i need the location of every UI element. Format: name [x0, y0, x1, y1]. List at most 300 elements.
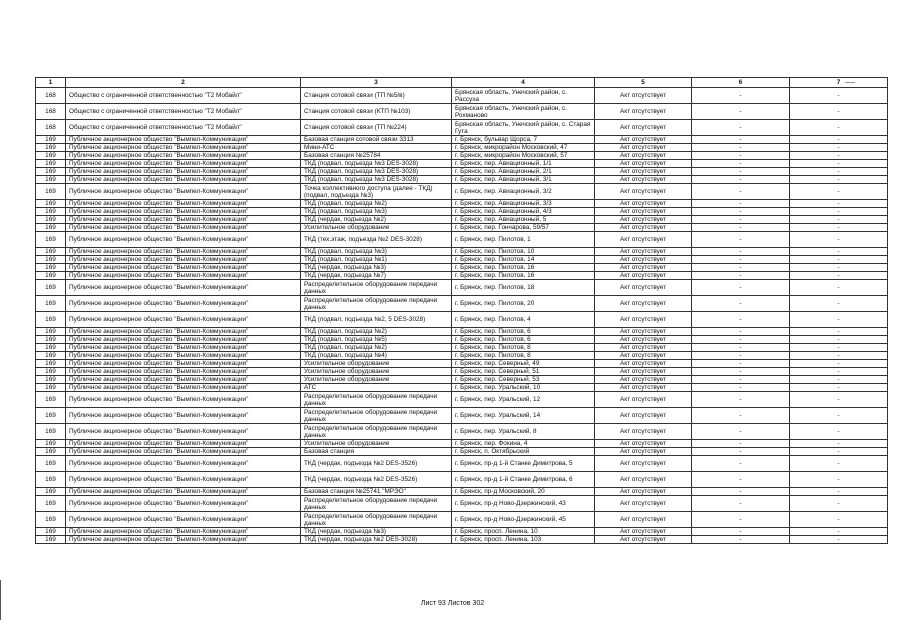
- object-address: г. Брянск, пер. Авиационный, 3/2: [452, 184, 595, 200]
- act-status: Акт отсутствует: [595, 232, 692, 248]
- column-7-value: -: [790, 272, 888, 280]
- table-row: [36, 88, 888, 104]
- organization-name: Публичное акционерное общество "Вымпел-Коммуникации": [66, 136, 301, 144]
- row-number: 169: [36, 264, 66, 272]
- column-header-2: 2: [66, 78, 301, 88]
- row-number: 169: [36, 392, 66, 408]
- table-row: [36, 104, 888, 120]
- object-address: г. Брянск, пер. Пилотов, 6: [452, 328, 595, 336]
- table-row: [36, 136, 888, 144]
- column-6-value: -: [692, 176, 790, 184]
- act-status: Акт отсутствует: [595, 408, 692, 424]
- row-number: 169: [36, 160, 66, 168]
- column-7-value: -: [790, 168, 888, 176]
- object-address: г. Брянск, пер. Пилотов, 8: [452, 344, 595, 352]
- table-row: [36, 232, 888, 248]
- column-7-value: -: [790, 120, 888, 136]
- act-status: Акт отсутствует: [595, 152, 692, 160]
- object-name: Усилительное оборудование: [301, 376, 452, 384]
- organization-name: Публичное акционерное общество "Вымпел-Коммуникации": [66, 376, 301, 384]
- organization-name: Публичное акционерное общество "Вымпел-Коммуникации": [66, 216, 301, 224]
- table-row: [36, 152, 888, 160]
- column-7-value: -: [790, 376, 888, 384]
- table-row: [36, 208, 888, 216]
- organization-name: Публичное акционерное общество "Вымпел-Коммуникации": [66, 280, 301, 296]
- column-7-value: -: [790, 224, 888, 232]
- column-header-3: 3: [301, 78, 452, 88]
- organization-name: Публичное акционерное общество "Вымпел-Коммуникации": [66, 336, 301, 344]
- table-row: [36, 120, 888, 136]
- column-7-value: -: [790, 232, 888, 248]
- act-status: Акт отсутствует: [595, 360, 692, 368]
- act-status: Акт отсутствует: [595, 424, 692, 440]
- object-name: ТКД (тех.этаж, подъезда №2 DES-3028): [301, 232, 452, 248]
- object-address: г. Брянск, пер. Пилотов, 6: [452, 336, 595, 344]
- object-name: Распределительное оборудование передачи данных: [301, 280, 452, 296]
- object-name: Усилительное оборудование: [301, 368, 452, 376]
- object-address: г. Брянск, пер. Северный, 51: [452, 368, 595, 376]
- object-name: ТКД (подвал, подъезда №2): [301, 328, 452, 336]
- column-6-value: -: [692, 208, 790, 216]
- organization-name: Публичное акционерное общество "Вымпел-Коммуникации": [66, 344, 301, 352]
- organization-name: Публичное акционерное общество "Вымпел-Коммуникации": [66, 200, 301, 208]
- object-name: ТКД (подвал, подъезда №3): [301, 208, 452, 216]
- column-6-value: -: [692, 448, 790, 456]
- table-row: [36, 224, 888, 232]
- object-address: г. Брянск, пер. Уральский, 12: [452, 392, 595, 408]
- column-header-7: 7: [790, 78, 888, 88]
- column-7-value: -: [790, 472, 888, 488]
- act-status: Акт отсутствует: [595, 280, 692, 296]
- row-number: 169: [36, 336, 66, 344]
- table-row: [36, 328, 888, 336]
- column-6-value: -: [692, 512, 790, 528]
- act-status: Акт отсутствует: [595, 224, 692, 232]
- act-status: Акт отсутствует: [595, 160, 692, 168]
- organization-name: Публичное акционерное общество "Вымпел-Коммуникации": [66, 176, 301, 184]
- table-row: [36, 160, 888, 168]
- object-name: ТКД (подвал, подъезда №5): [301, 336, 452, 344]
- row-number: 169: [36, 472, 66, 488]
- object-name: ТКД (подвал, подъезда №3 DES-3028): [301, 160, 452, 168]
- object-address: г. Брянск, пер. Авиационный, 5: [452, 216, 595, 224]
- act-status: Акт отсутствует: [595, 168, 692, 176]
- column-7-value: -: [790, 176, 888, 184]
- row-number: 169: [36, 536, 66, 544]
- object-address: г. Брянск, пер. Авиационный, 3/3: [452, 200, 595, 208]
- organization-name: Публичное акционерное общество "Вымпел-Коммуникации": [66, 488, 301, 496]
- row-number: 169: [36, 200, 66, 208]
- organization-name: Публичное акционерное общество "Вымпел-Коммуникации": [66, 256, 301, 264]
- object-address: г. Брянск, пер. Пилотов, 18: [452, 280, 595, 296]
- table-row: [36, 336, 888, 344]
- organization-name: Публичное акционерное общество "Вымпел-Коммуникации": [66, 472, 301, 488]
- act-status: Акт отсутствует: [595, 176, 692, 184]
- row-number: 169: [36, 360, 66, 368]
- column-7-value: -: [790, 136, 888, 144]
- column-7-value: -: [790, 144, 888, 152]
- column-7-value: -: [790, 344, 888, 352]
- act-status: Акт отсутствует: [595, 528, 692, 536]
- object-name: ТКД (чердак, подъезда №2): [301, 216, 452, 224]
- organization-name: Публичное акционерное общество "Вымпел-Коммуникации": [66, 536, 301, 544]
- act-status: Акт отсутствует: [595, 328, 692, 336]
- column-6-value: -: [692, 136, 790, 144]
- table-row: [36, 536, 888, 544]
- act-status: Акт отсутствует: [595, 200, 692, 208]
- object-address: г. Брянск, пер. Авиационный, 1/1: [452, 160, 595, 168]
- header-row: [36, 78, 888, 88]
- organization-name: Публичное акционерное общество "Вымпел-Коммуникации": [66, 184, 301, 200]
- object-name: Станция сотовой связи (ТП №224): [301, 120, 452, 136]
- organization-name: Публичное акционерное общество "Вымпел-Коммуникации": [66, 264, 301, 272]
- object-name: Распределительное оборудование передачи данных: [301, 392, 452, 408]
- object-address: г. Брянск, пер. Пилотов, 16: [452, 272, 595, 280]
- table-row: [36, 144, 888, 152]
- column-6-value: -: [692, 328, 790, 336]
- act-status: Акт отсутствует: [595, 472, 692, 488]
- act-status: Акт отсутствует: [595, 536, 692, 544]
- act-status: Акт отсутствует: [595, 296, 692, 312]
- object-address: г. Брянск, пер. Уральский, 10: [452, 384, 595, 392]
- act-status: Акт отсутствует: [595, 392, 692, 408]
- act-status: Акт отсутствует: [595, 264, 692, 272]
- row-number: 169: [36, 280, 66, 296]
- row-number: 169: [36, 376, 66, 384]
- object-name: Усилительное оборудование: [301, 360, 452, 368]
- table-row: [36, 496, 888, 512]
- column-7-value: -: [790, 296, 888, 312]
- column-6-value: -: [692, 280, 790, 296]
- organization-name: Публичное акционерное общество "Вымпел-Коммуникации": [66, 408, 301, 424]
- column-6-value: -: [692, 184, 790, 200]
- row-number: 169: [36, 512, 66, 528]
- organization-name: Публичное акционерное общество "Вымпел-Коммуникации": [66, 248, 301, 256]
- object-name: ТКД (чердак, подъезда №3): [301, 528, 452, 536]
- row-number: 169: [36, 488, 66, 496]
- act-status: Акт отсутствует: [595, 208, 692, 216]
- object-address: г. Брянск, пер. Пилотов, 8: [452, 352, 595, 360]
- column-7-value: -: [790, 360, 888, 368]
- column-7-value: -: [790, 440, 888, 448]
- row-number: 169: [36, 152, 66, 160]
- row-number: 169: [36, 256, 66, 264]
- column-7-value: -: [790, 536, 888, 544]
- object-name: АТС: [301, 384, 452, 392]
- object-address: г. Брянск, микрорайон Московский, 57: [452, 152, 595, 160]
- organization-name: Публичное акционерное общество "Вымпел-Коммуникации": [66, 208, 301, 216]
- object-name: Мини-АТС: [301, 144, 452, 152]
- object-address: г. Брянск, пер. Пилотов, 1: [452, 232, 595, 248]
- column-6-value: -: [692, 216, 790, 224]
- act-status: Акт отсутствует: [595, 312, 692, 328]
- object-address: г. Брянск, п. Октябрьский: [452, 448, 595, 456]
- object-address: г. Брянск, пер. Уральский, 8: [452, 424, 595, 440]
- column-7-value: -: [790, 88, 888, 104]
- organization-name: Публичное акционерное общество "Вымпел-Коммуникации": [66, 328, 301, 336]
- row-number: 169: [36, 352, 66, 360]
- organization-name: Публичное акционерное общество "Вымпел-Коммуникации": [66, 496, 301, 512]
- object-address: г. Брянск, просп. Ленина, 103: [452, 536, 595, 544]
- act-status: Акт отсутствует: [595, 88, 692, 104]
- row-number: 169: [36, 528, 66, 536]
- object-name: ТКД (чердак, подъезда №2 DES-3028): [301, 536, 452, 544]
- row-number: 169: [36, 136, 66, 144]
- column-7-value: -: [790, 488, 888, 496]
- column-7-value: -: [790, 280, 888, 296]
- object-address: г. Брянск, пр-д Ново-Дзержинский, 43: [452, 496, 595, 512]
- row-number: 169: [36, 384, 66, 392]
- organization-name: Публичное акционерное общество "Вымпел-Коммуникации": [66, 352, 301, 360]
- column-7-value: -: [790, 528, 888, 536]
- act-status: Акт отсутствует: [595, 216, 692, 224]
- organization-name: Публичное акционерное общество "Вымпел-Коммуникации": [66, 232, 301, 248]
- act-status: Акт отсутствует: [595, 496, 692, 512]
- act-status: Акт отсутствует: [595, 184, 692, 200]
- table-body: [36, 88, 888, 544]
- object-address: г. Брянск, пер. Пилотов, 16: [452, 264, 595, 272]
- column-6-value: -: [692, 256, 790, 264]
- organization-name: Общество с ограниченной ответственностью "Т2 Мобайл": [66, 120, 301, 136]
- table-row: [36, 360, 888, 368]
- table-row: [36, 408, 888, 424]
- object-address: г. Брянск, микрорайон Московский, 47: [452, 144, 595, 152]
- object-address: г. Брянск, пер. Авиационный, 3/1: [452, 176, 595, 184]
- table-row: [36, 456, 888, 472]
- object-name: ТКД (чердак, подъезда №7): [301, 272, 452, 280]
- act-status: Акт отсутствует: [595, 512, 692, 528]
- column-6-value: -: [692, 488, 790, 496]
- object-name: Точка коллективного доступа (далее - ТКД) (подвал, подъезда №3): [301, 184, 452, 200]
- column-7-value: -: [790, 424, 888, 440]
- object-name: Станция сотовой связи (КТП №103): [301, 104, 452, 120]
- table-row: [36, 296, 888, 312]
- act-status: Акт отсутствует: [595, 368, 692, 376]
- object-address: г. Брянск, пер. Фокина, 4: [452, 440, 595, 448]
- row-number: 169: [36, 448, 66, 456]
- column-7-value: -: [790, 368, 888, 376]
- table-row: [36, 424, 888, 440]
- column-6-value: -: [692, 384, 790, 392]
- column-6-value: -: [692, 368, 790, 376]
- column-7-value: -: [790, 160, 888, 168]
- organization-name: Публичное акционерное общество "Вымпел-Коммуникации": [66, 368, 301, 376]
- table-row: [36, 352, 888, 360]
- column-6-value: -: [692, 392, 790, 408]
- table-row: [36, 248, 888, 256]
- scan-edge-mark: [0, 580, 1, 620]
- object-address: г. Брянск, пер. Северный, 53: [452, 376, 595, 384]
- column-7-value: -: [790, 336, 888, 344]
- column-6-value: -: [692, 144, 790, 152]
- object-address: г. Брянск, бульвар Щорса, 7: [452, 136, 595, 144]
- column-header-5: 5: [595, 78, 692, 88]
- object-address: г. Брянск, пер. Авиационный, 2/1: [452, 168, 595, 176]
- table-row: [36, 216, 888, 224]
- row-number: 169: [36, 232, 66, 248]
- column-7-value: -: [790, 512, 888, 528]
- column-7-value: -: [790, 264, 888, 272]
- row-number: 169: [36, 224, 66, 232]
- organization-name: Общество с ограниченной ответственностью "Т2 Мобайл": [66, 88, 301, 104]
- column-7-value: -: [790, 216, 888, 224]
- organization-name: Публичное акционерное общество "Вымпел-Коммуникации": [66, 448, 301, 456]
- object-name: Распределительное оборудование передачи данных: [301, 512, 452, 528]
- organization-name: Публичное акционерное общество "Вымпел-Коммуникации": [66, 168, 301, 176]
- row-number: 168: [36, 88, 66, 104]
- column-7-value: -: [790, 408, 888, 424]
- column-6-value: -: [692, 352, 790, 360]
- object-name: ТКД (подвал, подъезда №3 DES-3028): [301, 168, 452, 176]
- column-7-value: -: [790, 496, 888, 512]
- act-status: Акт отсутствует: [595, 136, 692, 144]
- column-6-value: -: [692, 456, 790, 472]
- row-number: 169: [36, 144, 66, 152]
- column-6-value: -: [692, 160, 790, 168]
- object-name: ТКД (подвал, подъезда №2, 5 DES-3028): [301, 312, 452, 328]
- column-6-value: -: [692, 296, 790, 312]
- table-row: [36, 184, 888, 200]
- column-7-value: -: [790, 152, 888, 160]
- object-name: Станция сотовой связи (ТП №5/в): [301, 88, 452, 104]
- object-address: г. Брянск, пер. Пилотов, 20: [452, 296, 595, 312]
- column-header-6: 6: [692, 78, 790, 88]
- row-number: 169: [36, 184, 66, 200]
- object-address: г. Брянск, пер. Уральский, 14: [452, 408, 595, 424]
- object-address: г. Брянск, пр-д 1-й Станке Димитрова, 5: [452, 456, 595, 472]
- organization-name: Публичное акционерное общество "Вымпел-Коммуникации": [66, 424, 301, 440]
- act-status: Акт отсутствует: [595, 104, 692, 120]
- column-7-value: -: [790, 184, 888, 200]
- table-row: [36, 392, 888, 408]
- column-6-value: -: [692, 360, 790, 368]
- column-6-value: -: [692, 152, 790, 160]
- object-name: Усилительное оборудование: [301, 440, 452, 448]
- object-name: ТКД (подвал, подъезда №1): [301, 256, 452, 264]
- object-name: Распределительное оборудование передачи данных: [301, 296, 452, 312]
- object-address: г. Брянск, пер. Пилотов, 10: [452, 248, 595, 256]
- row-number: 169: [36, 424, 66, 440]
- organization-name: Публичное акционерное общество "Вымпел-Коммуникации": [66, 272, 301, 280]
- object-name: ТКД (подвал, подъезда №4): [301, 352, 452, 360]
- object-name: Усилительное оборудование: [301, 224, 452, 232]
- column-6-value: -: [692, 120, 790, 136]
- object-name: ТКД (чердак, подъезда №2 DES-3526): [301, 472, 452, 488]
- column-7-value: -: [790, 200, 888, 208]
- organization-name: Публичное акционерное общество "Вымпел-Коммуникации": [66, 144, 301, 152]
- row-number: 169: [36, 216, 66, 224]
- column-7-value: -: [790, 384, 888, 392]
- column-7-value: -: [790, 448, 888, 456]
- act-status: Акт отсутствует: [595, 456, 692, 472]
- column-7-value: -: [790, 456, 888, 472]
- object-address: Брянская область, Унечский район, с. Старая Гута: [452, 120, 595, 136]
- object-address: г. Брянск, пр-д Ново-Дзержинский, 45: [452, 512, 595, 528]
- organization-name: Публичное акционерное общество "Вымпел-Коммуникации": [66, 528, 301, 536]
- table-row: [36, 368, 888, 376]
- column-6-value: -: [692, 336, 790, 344]
- column-6-value: -: [692, 248, 790, 256]
- act-status: Акт отсутствует: [595, 352, 692, 360]
- object-address: г. Брянск, пер. Пилотов, 4: [452, 312, 595, 328]
- column-7-value: -: [790, 256, 888, 264]
- column-6-value: -: [692, 496, 790, 512]
- row-number: 169: [36, 272, 66, 280]
- object-name: Базовая станция сотовой связи 3313: [301, 136, 452, 144]
- organization-name: Публичное акционерное общество "Вымпел-Коммуникации": [66, 440, 301, 448]
- table-row: [36, 448, 888, 456]
- object-address: г. Брянск, пр-д 1-й Станке Димитрова, 6: [452, 472, 595, 488]
- table-row: [36, 344, 888, 352]
- table-row: [36, 264, 888, 272]
- row-number: 169: [36, 248, 66, 256]
- table-row: [36, 272, 888, 280]
- act-status: Акт отсутствует: [595, 144, 692, 152]
- column-6-value: -: [692, 168, 790, 176]
- organization-name: Публичное акционерное общество "Вымпел-Коммуникации": [66, 384, 301, 392]
- row-number: 169: [36, 312, 66, 328]
- column-7-value: -: [790, 392, 888, 408]
- row-number: 169: [36, 496, 66, 512]
- column-7-value: -: [790, 208, 888, 216]
- column-7-value: -: [790, 312, 888, 328]
- table-row: [36, 176, 888, 184]
- table-row: [36, 168, 888, 176]
- act-status: Акт отсутствует: [595, 384, 692, 392]
- column-6-value: -: [692, 344, 790, 352]
- column-6-value: -: [692, 312, 790, 328]
- table-row: [36, 512, 888, 528]
- act-status: Акт отсутствует: [595, 376, 692, 384]
- act-status: Акт отсутствует: [595, 336, 692, 344]
- row-number: 169: [36, 408, 66, 424]
- organization-name: Публичное акционерное общество "Вымпел-Коммуникации": [66, 152, 301, 160]
- table-row: [36, 376, 888, 384]
- column-6-value: -: [692, 408, 790, 424]
- object-address: г. Брянск, пр-д Московский, 20: [452, 488, 595, 496]
- object-address: Брянская область, Унечский район, с. Рохманово: [452, 104, 595, 120]
- organization-name: Публичное акционерное общество "Вымпел-Коммуникации": [66, 456, 301, 472]
- object-name: ТКД (подвал, подъезда №3 DES-3028): [301, 176, 452, 184]
- row-number: 169: [36, 296, 66, 312]
- row-number: 169: [36, 344, 66, 352]
- object-address: г. Брянск, пер. Северный, 49: [452, 360, 595, 368]
- object-address: г. Брянск, пер. Гончарова, 59/57: [452, 224, 595, 232]
- column-6-value: -: [692, 472, 790, 488]
- organization-name: Общество с ограниченной ответственностью "Т2 Мобайл": [66, 104, 301, 120]
- row-number: 169: [36, 328, 66, 336]
- column-6-value: -: [692, 88, 790, 104]
- object-name: Базовая станция: [301, 448, 452, 456]
- row-number: 168: [36, 120, 66, 136]
- row-number: 169: [36, 208, 66, 216]
- act-status: Акт отсутствует: [595, 440, 692, 448]
- act-status: Акт отсутствует: [595, 248, 692, 256]
- table-row: [36, 488, 888, 496]
- act-status: Акт отсутствует: [595, 256, 692, 264]
- table-row: [36, 200, 888, 208]
- table-row: [36, 528, 888, 536]
- row-number: 168: [36, 104, 66, 120]
- row-number: 169: [36, 456, 66, 472]
- column-7-value: -: [790, 248, 888, 256]
- column-6-value: -: [692, 264, 790, 272]
- object-name: ТКД (подвал, подъезда №2): [301, 200, 452, 208]
- table-row: [36, 256, 888, 264]
- column-7-value: -: [790, 104, 888, 120]
- object-name: Базовая станция №25784: [301, 152, 452, 160]
- row-number: 169: [36, 368, 66, 376]
